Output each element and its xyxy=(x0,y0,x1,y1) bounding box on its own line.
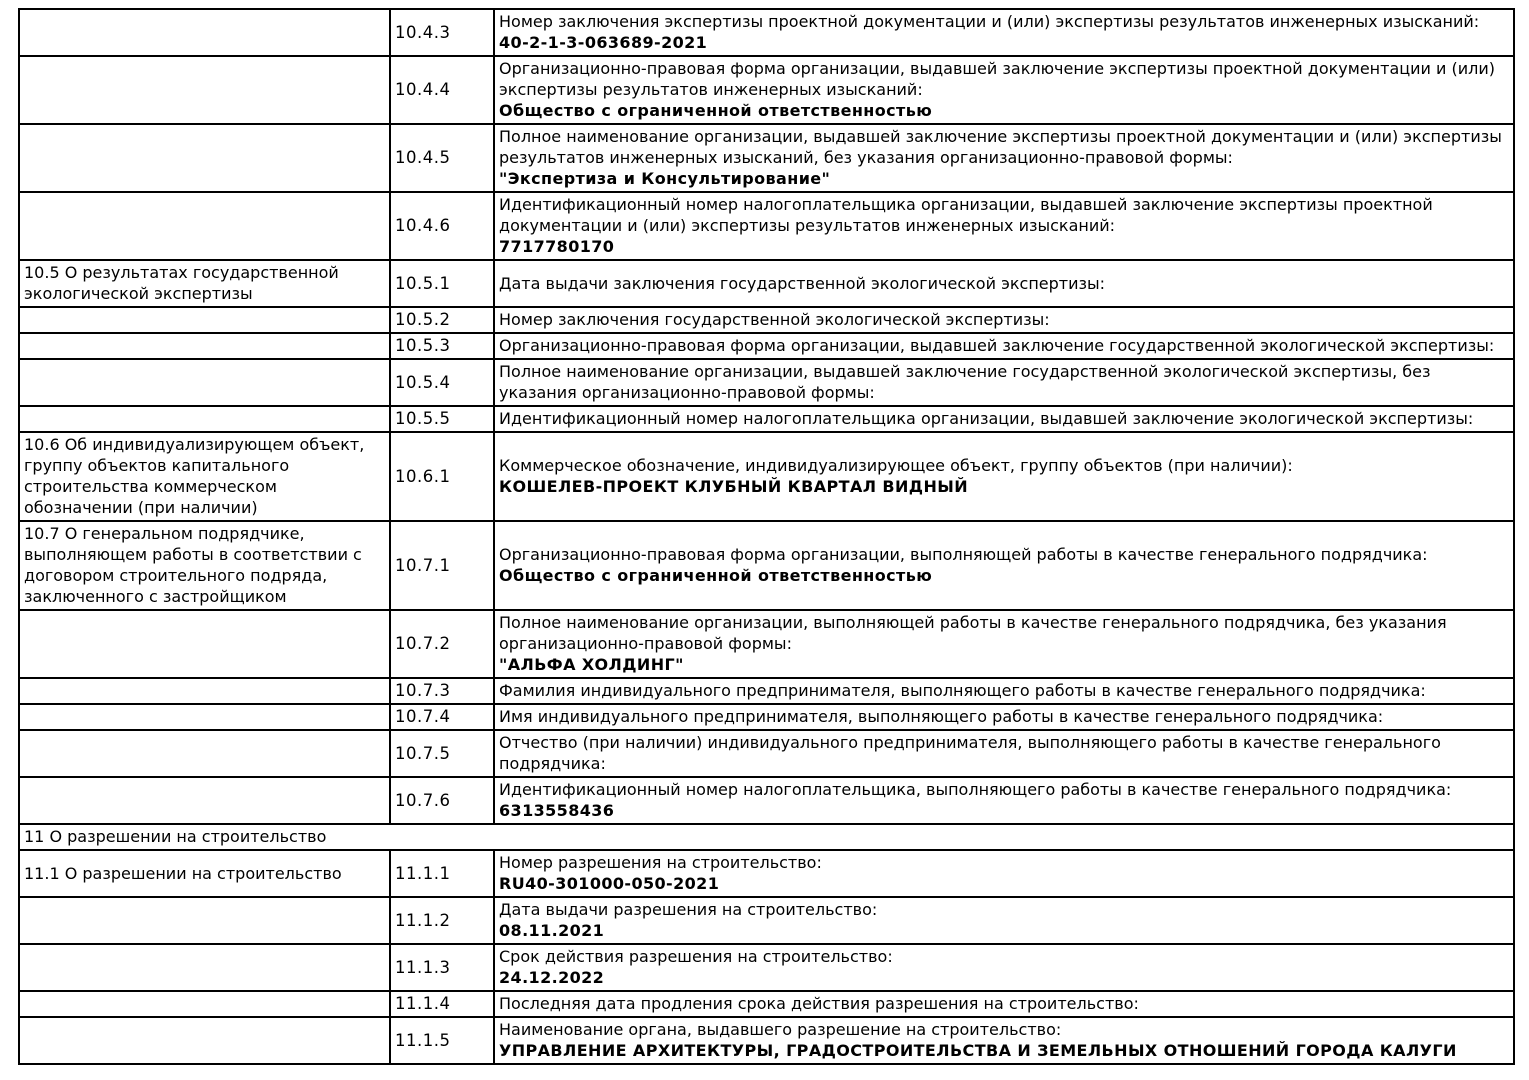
row-code: 10.4.5 xyxy=(390,124,494,192)
section-title-cell xyxy=(19,678,390,704)
field-label: Фамилия индивидуального предпринимателя, выполняющего работы в качестве генерального подрядчика: xyxy=(499,681,1426,700)
field-label: Идентификационный номер налогоплательщика, выполняющего работы в качестве генерального подрядчика: xyxy=(499,780,1452,799)
table-row xyxy=(19,521,1514,610)
section-title-cell xyxy=(19,777,390,824)
content-cell xyxy=(494,406,1514,432)
section-title-cell xyxy=(19,333,390,359)
section-title-cell xyxy=(19,704,390,730)
table-row xyxy=(19,730,1514,777)
section-title-cell: 10.5 О результатах государственной экологической экспертизы xyxy=(19,260,390,307)
content-cell xyxy=(494,9,1514,56)
field-label: Наименование органа, выдавшего разрешение на строительство: xyxy=(499,1020,1062,1039)
content-cell xyxy=(494,56,1514,124)
row-code: 10.7.3 xyxy=(390,678,494,704)
row-code: 11.1.3 xyxy=(390,944,494,991)
row-code: 11.1.4 xyxy=(390,991,494,1017)
field-label: Отчество (при наличии) индивидуального предпринимателя, выполняющего работы в качестве генерального подрядчика: xyxy=(499,733,1441,773)
section-title-cell xyxy=(19,359,390,406)
field-label: Номер заключения государственной экологической экспертизы: xyxy=(499,310,1050,329)
section-title-cell xyxy=(19,9,390,56)
row-code: 10.7.6 xyxy=(390,777,494,824)
section-title-cell xyxy=(19,307,390,333)
row-code: 10.5.4 xyxy=(390,359,494,406)
content-cell xyxy=(494,850,1514,897)
table-row xyxy=(19,824,1514,850)
row-code: 10.5.1 xyxy=(390,260,494,307)
field-label: Срок действия разрешения на строительство: xyxy=(499,947,893,966)
field-value: RU40-301000-050-2021 xyxy=(499,874,720,893)
section-heading-cell: 11 О разрешении на строительство xyxy=(19,824,1514,850)
field-label: Организационно-правовая форма организации, выдавшей заключение государственной экологической экспертизы: xyxy=(499,336,1495,355)
row-code: 10.6.1 xyxy=(390,432,494,521)
content-cell xyxy=(494,1017,1514,1064)
table-row xyxy=(19,56,1514,124)
field-value: 24.12.2022 xyxy=(499,968,605,987)
section-title-cell xyxy=(19,610,390,678)
table-row xyxy=(19,9,1514,56)
section-title-cell: 10.7 О генеральном подрядчике, выполняющем работы в соответствии с договором строительного подряда, заключенного с застройщиком xyxy=(19,521,390,610)
content-cell xyxy=(494,704,1514,730)
table-row xyxy=(19,1017,1514,1064)
table-row xyxy=(19,432,1514,521)
content-cell xyxy=(494,192,1514,260)
table-row xyxy=(19,991,1514,1017)
content-cell xyxy=(494,897,1514,944)
field-label: Дата выдачи разрешения на строительство: xyxy=(499,900,878,919)
content-cell xyxy=(494,678,1514,704)
table-row xyxy=(19,678,1514,704)
field-label: Имя индивидуального предпринимателя, выполняющего работы в качестве генерального подрядчика: xyxy=(499,707,1384,726)
section-title-cell xyxy=(19,124,390,192)
section-title-cell xyxy=(19,944,390,991)
table-body xyxy=(19,9,1514,1064)
field-label: Организационно-правовая форма организации, выполняющей работы в качестве генерального подрядчика: xyxy=(499,545,1428,564)
field-label: Организационно-правовая форма организации, выдавшей заключение экспертизы проектной документации и (или) экспертизы результатов инженерных изысканий: xyxy=(499,59,1496,99)
field-label: Последняя дата продления срока действия разрешения на строительство: xyxy=(499,994,1139,1013)
field-value: Общество с ограниченной ответственностью xyxy=(499,566,933,585)
content-cell xyxy=(494,944,1514,991)
content-cell xyxy=(494,730,1514,777)
field-label: Номер заключения экспертизы проектной документации и (или) экспертизы результатов инженерных изысканий: xyxy=(499,12,1480,31)
row-code: 10.7.5 xyxy=(390,730,494,777)
row-code: 10.4.3 xyxy=(390,9,494,56)
section-title-cell xyxy=(19,897,390,944)
content-cell xyxy=(494,333,1514,359)
field-label: Полное наименование организации, выполняющей работы в качестве генерального подрядчика, без указания организационно-правовой формы: xyxy=(499,613,1447,653)
section-title-cell xyxy=(19,192,390,260)
section-title-cell xyxy=(19,1017,390,1064)
row-code: 10.5.2 xyxy=(390,307,494,333)
content-cell xyxy=(494,359,1514,406)
section-title-cell xyxy=(19,991,390,1017)
section-title-cell xyxy=(19,406,390,432)
table-row xyxy=(19,260,1514,307)
row-code: 11.1.2 xyxy=(390,897,494,944)
field-value: 7717780170 xyxy=(499,237,615,256)
row-code: 11.1.5 xyxy=(390,1017,494,1064)
row-code: 10.7.1 xyxy=(390,521,494,610)
table-row xyxy=(19,307,1514,333)
content-cell xyxy=(494,307,1514,333)
project-declaration-table xyxy=(18,8,1515,1065)
table-row xyxy=(19,777,1514,824)
field-value: "Экспертиза и Консультирование" xyxy=(499,169,831,188)
field-value: 6313558436 xyxy=(499,801,615,820)
row-code: 10.7.2 xyxy=(390,610,494,678)
row-code: 10.7.4 xyxy=(390,704,494,730)
table-row xyxy=(19,897,1514,944)
field-label: Дата выдачи заключения государственной экологической экспертизы: xyxy=(499,273,1106,293)
content-cell xyxy=(494,521,1514,610)
field-label: Полное наименование организации, выдавшей заключение государственной экологической экспертизы, без указания организационно-правовой формы: xyxy=(499,362,1431,402)
table-row xyxy=(19,333,1514,359)
table-row xyxy=(19,944,1514,991)
table-row xyxy=(19,850,1514,897)
field-value: КОШЕЛЕВ-ПРОЕКТ КЛУБНЫЙ КВАРТАЛ ВИДНЫЙ xyxy=(499,477,969,496)
field-value: 40-2-1-3-063689-2021 xyxy=(499,33,708,52)
table-row xyxy=(19,359,1514,406)
table-row xyxy=(19,192,1514,260)
field-label: Полное наименование организации, выдавшей заключение экспертизы проектной документации и (или) экспертизы результатов инженерных изысканий, без указания организационно-правовой формы: xyxy=(499,127,1502,167)
row-code: 10.5.5 xyxy=(390,406,494,432)
section-title-cell: 10.6 Об индивидуализирующем объект, группу объектов капитального строительства коммерческом обозначении (при наличии) xyxy=(19,432,390,521)
field-label: Номер разрешения на строительство: xyxy=(499,853,822,872)
table-row xyxy=(19,406,1514,432)
row-code: 11.1.1 xyxy=(390,850,494,897)
row-code: 10.4.4 xyxy=(390,56,494,124)
content-cell xyxy=(494,991,1514,1017)
content-cell xyxy=(494,610,1514,678)
section-title-cell: 11.1 О разрешении на строительство xyxy=(19,850,390,897)
field-value: УПРАВЛЕНИЕ АРХИТЕКТУРЫ, ГРАДОСТРОИТЕЛЬСТВА И ЗЕМЕЛЬНЫХ ОТНОШЕНИЙ ГОРОДА КАЛУГИ xyxy=(499,1041,1457,1060)
section-title-cell xyxy=(19,56,390,124)
row-code: 10.5.3 xyxy=(390,333,494,359)
field-value: 08.11.2021 xyxy=(499,921,605,940)
content-cell xyxy=(494,777,1514,824)
content-cell xyxy=(494,124,1514,192)
field-label: Идентификационный номер налогоплательщика организации, выдавшей заключение экспертизы проектной документации и (или) экспертизы результатов инженерных изысканий: xyxy=(499,195,1433,235)
section-title-cell xyxy=(19,730,390,777)
field-label: Коммерческое обозначение, индивидуализирующее объект, группу объектов (при наличии): xyxy=(499,456,1293,475)
row-code: 10.4.6 xyxy=(390,192,494,260)
table-row xyxy=(19,124,1514,192)
table-row xyxy=(19,704,1514,730)
field-label: Идентификационный номер налогоплательщика организации, выдавшей заключение экологической экспертизы: xyxy=(499,409,1474,428)
content-cell xyxy=(494,432,1514,521)
content-cell xyxy=(494,260,1514,307)
table-row xyxy=(19,610,1514,678)
field-value: Общество с ограниченной ответственностью xyxy=(499,101,933,120)
field-value: "АЛЬФА ХОЛДИНГ" xyxy=(499,655,684,674)
